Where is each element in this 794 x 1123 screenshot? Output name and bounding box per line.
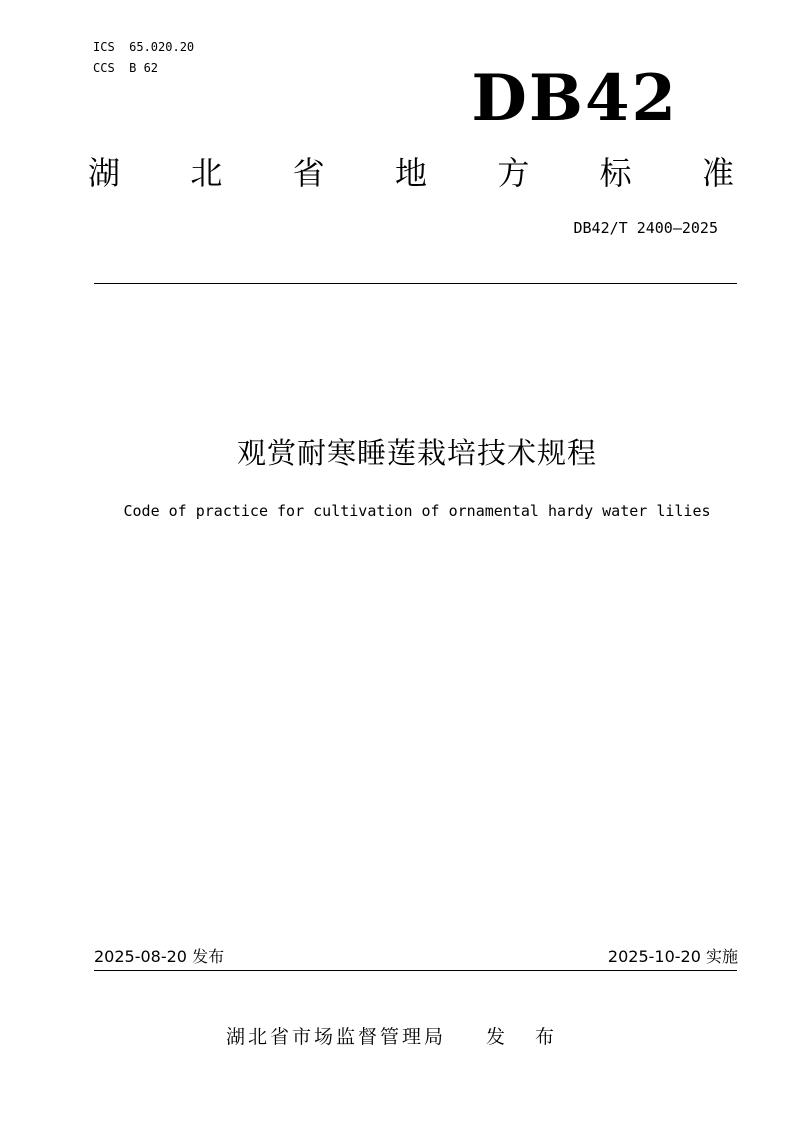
authority-char: 标 bbox=[599, 154, 632, 192]
authority-char: 方 bbox=[497, 154, 530, 192]
ccs-code: CCS B 62 bbox=[93, 61, 159, 75]
publisher-line bbox=[226, 1024, 566, 1050]
title-english: Code of practice for cultivation of ornamental hardy water lilies bbox=[123, 502, 711, 520]
top-divider bbox=[94, 283, 737, 284]
title-chinese: 观赏耐寒睡莲栽培技术规程 bbox=[236, 436, 597, 470]
standard-logo: DB42 bbox=[471, 61, 678, 136]
issue-date: 2025-08-20 发布 bbox=[94, 947, 225, 966]
ics-code: ICS 65.020.20 bbox=[93, 40, 195, 54]
standard-number: DB42/T 2400—2025 bbox=[573, 219, 718, 237]
publisher-name: 湖北省市场监督管理局 bbox=[226, 1026, 447, 1048]
authority-char: 地 bbox=[394, 154, 427, 192]
authority-char: 省 bbox=[292, 154, 325, 192]
bottom-divider bbox=[94, 970, 737, 971]
publish-label: 发 布 bbox=[486, 1026, 567, 1048]
authority-char: 准 bbox=[701, 154, 734, 192]
authority-char: 北 bbox=[190, 154, 223, 192]
authority-char: 湖 bbox=[88, 154, 121, 192]
issuing-authority-title bbox=[88, 151, 734, 195]
implementation-date: 2025-10-20 实施 bbox=[607, 947, 738, 966]
